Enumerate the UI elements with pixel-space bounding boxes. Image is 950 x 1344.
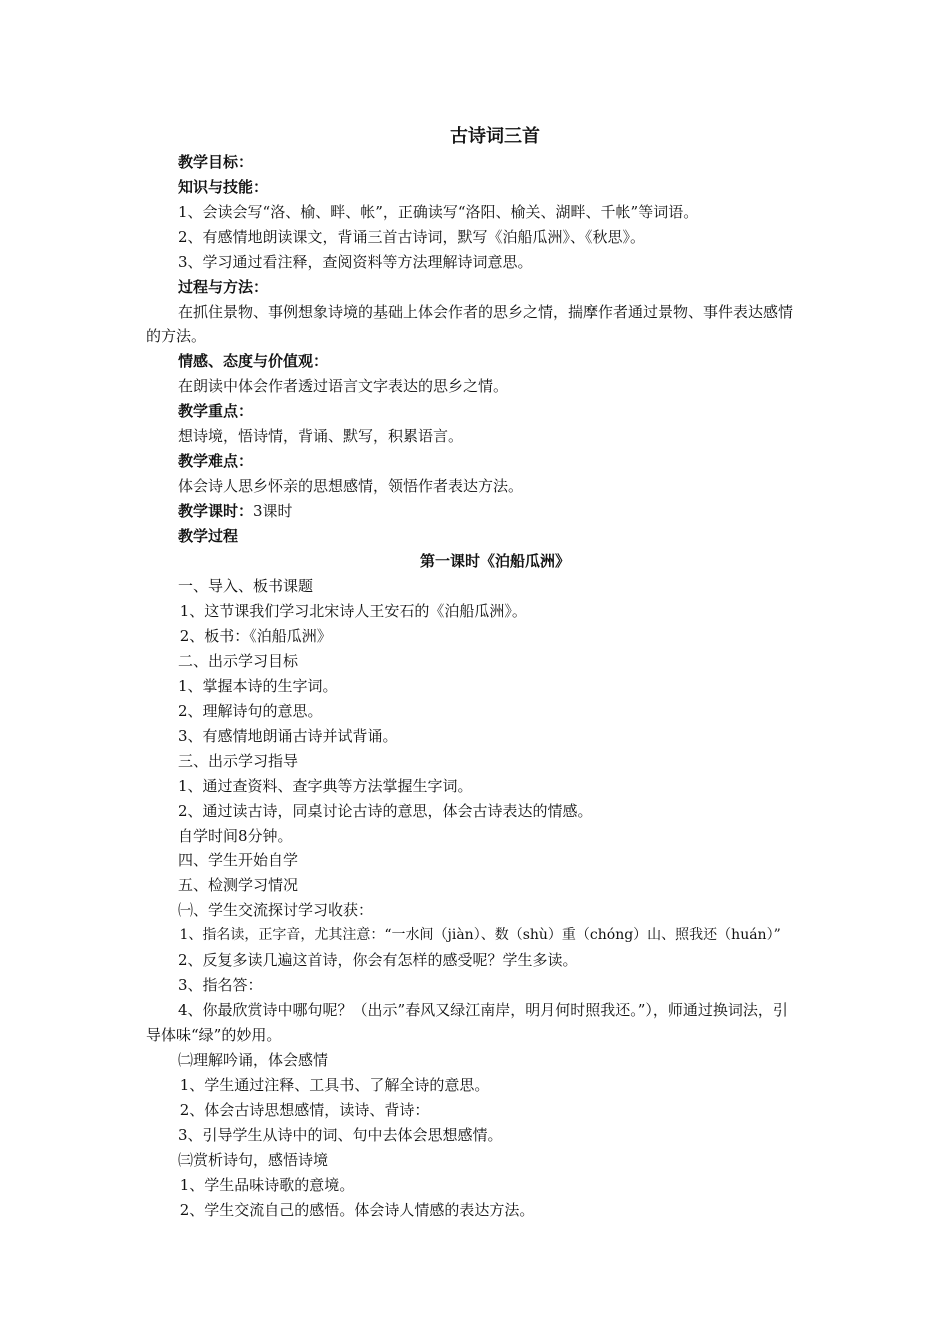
lesson-line: 2、通过读古诗，同桌讨论古诗的意思，体会古诗表达的情感。: [178, 802, 593, 820]
hours-value: 3课时: [253, 502, 293, 520]
lesson-line: 五、检测学习情况: [178, 876, 299, 894]
knowledge-item: 2、有感情地朗读课文，背诵三首古诗词，默写《泊船瓜洲》、《秋思》。: [178, 228, 646, 246]
hours-label: 教学课时：: [178, 502, 254, 520]
lesson-line: ㈡理解吟诵，体会感情: [178, 1051, 329, 1069]
difficulty-heading: 教学难点：: [178, 452, 254, 470]
lesson-line: 2、反复多读几遍这首诗，你会有怎样的感受呢？学生多读。: [178, 951, 578, 969]
lesson-line: 4、你最欣赏诗中哪句呢？（出示”春风又绿江南岸，明月何时照我还。”），师通过换词法，引: [178, 1001, 788, 1019]
emotion-heading: 情感、态度与价值观：: [178, 352, 329, 370]
key-points-text: 想诗境，悟诗情，背诵、默写，积累语言。: [178, 427, 464, 445]
lesson-line: 自学时间8分钟。: [178, 827, 293, 845]
document-title: 古诗词三首: [450, 126, 540, 147]
lesson-line: 3、指名答：: [178, 976, 263, 994]
lesson-line: 三、出示学习指导: [178, 752, 299, 770]
lesson-line: 一、导入、板书课题: [178, 577, 314, 595]
knowledge-heading: 知识与技能：: [178, 178, 269, 196]
lesson-line: 3、引导学生从诗中的词、句中去体会思想感情。: [178, 1126, 503, 1144]
lesson-line: 导体味“绿”的妙用。: [146, 1026, 282, 1044]
process-text: 在抓住景物、事例想象诗境的基础上体会作者的思乡之情，揣摩作者通过景物、事件表达感情: [178, 303, 794, 321]
procedure-heading: 教学过程: [178, 527, 239, 545]
process-text-continued: 的方法。: [146, 327, 207, 345]
lesson-line: ㈢赏析诗句，感悟诗境: [178, 1151, 329, 1169]
lesson-line: 2、学生交流自己的感悟。体会诗人情感的表达方法。: [175, 1201, 535, 1219]
lesson-line: 1、指名读，正字音，尤其注意：“一水间（jiàn）、数（shù）重（chóng）山、照我还（huán）”: [175, 927, 781, 943]
emotion-text: 在朗读中体会作者透过语言文字表达的思乡之情。: [178, 377, 509, 395]
knowledge-item: 1、会读会写“洛、榆、畔、帐”，正确读写“洛阳、榆关、湖畔、千帐”等词语。: [178, 203, 699, 221]
lesson-line: 3、有感情地朗诵古诗并试背诵。: [178, 727, 398, 745]
lesson-line: 1、通过查资料、查字典等方法掌握生字词。: [178, 777, 473, 795]
knowledge-item: 3、学习通过看注释，查阅资料等方法理解诗词意思。: [178, 253, 533, 271]
lesson-line: 1、学生通过注释、工具书、了解全诗的意思。: [175, 1076, 490, 1094]
process-heading: 过程与方法：: [178, 278, 269, 296]
lesson-line: ㈠、学生交流探讨学习收获：: [178, 901, 374, 919]
hours-line: [178, 499, 950, 524]
key-points-heading: 教学重点：: [178, 402, 254, 420]
lesson-line: 四、学生开始自学: [178, 851, 299, 869]
objectives-heading: 教学目标：: [178, 153, 254, 171]
lesson-line: 2、理解诗句的意思。: [178, 702, 323, 720]
lesson-heading: 第一课时《泊船瓜洲》: [419, 552, 570, 570]
lesson-line: 2、板书：《泊船瓜洲》: [175, 627, 332, 645]
lesson-line: 2、体会古诗思想感情，读诗、背诗：: [175, 1101, 430, 1119]
lesson-line: 1、学生品味诗歌的意境。: [175, 1176, 355, 1194]
difficulty-text: 体会诗人思乡怀亲的思想感情，领悟作者表达方法。: [178, 477, 524, 495]
lesson-line: 1、掌握本诗的生字词。: [178, 677, 338, 695]
lesson-line: 二、出示学习目标: [178, 652, 299, 670]
lesson-line: 1、这节课我们学习北宋诗人王安石的《泊船瓜洲》。: [175, 602, 527, 620]
